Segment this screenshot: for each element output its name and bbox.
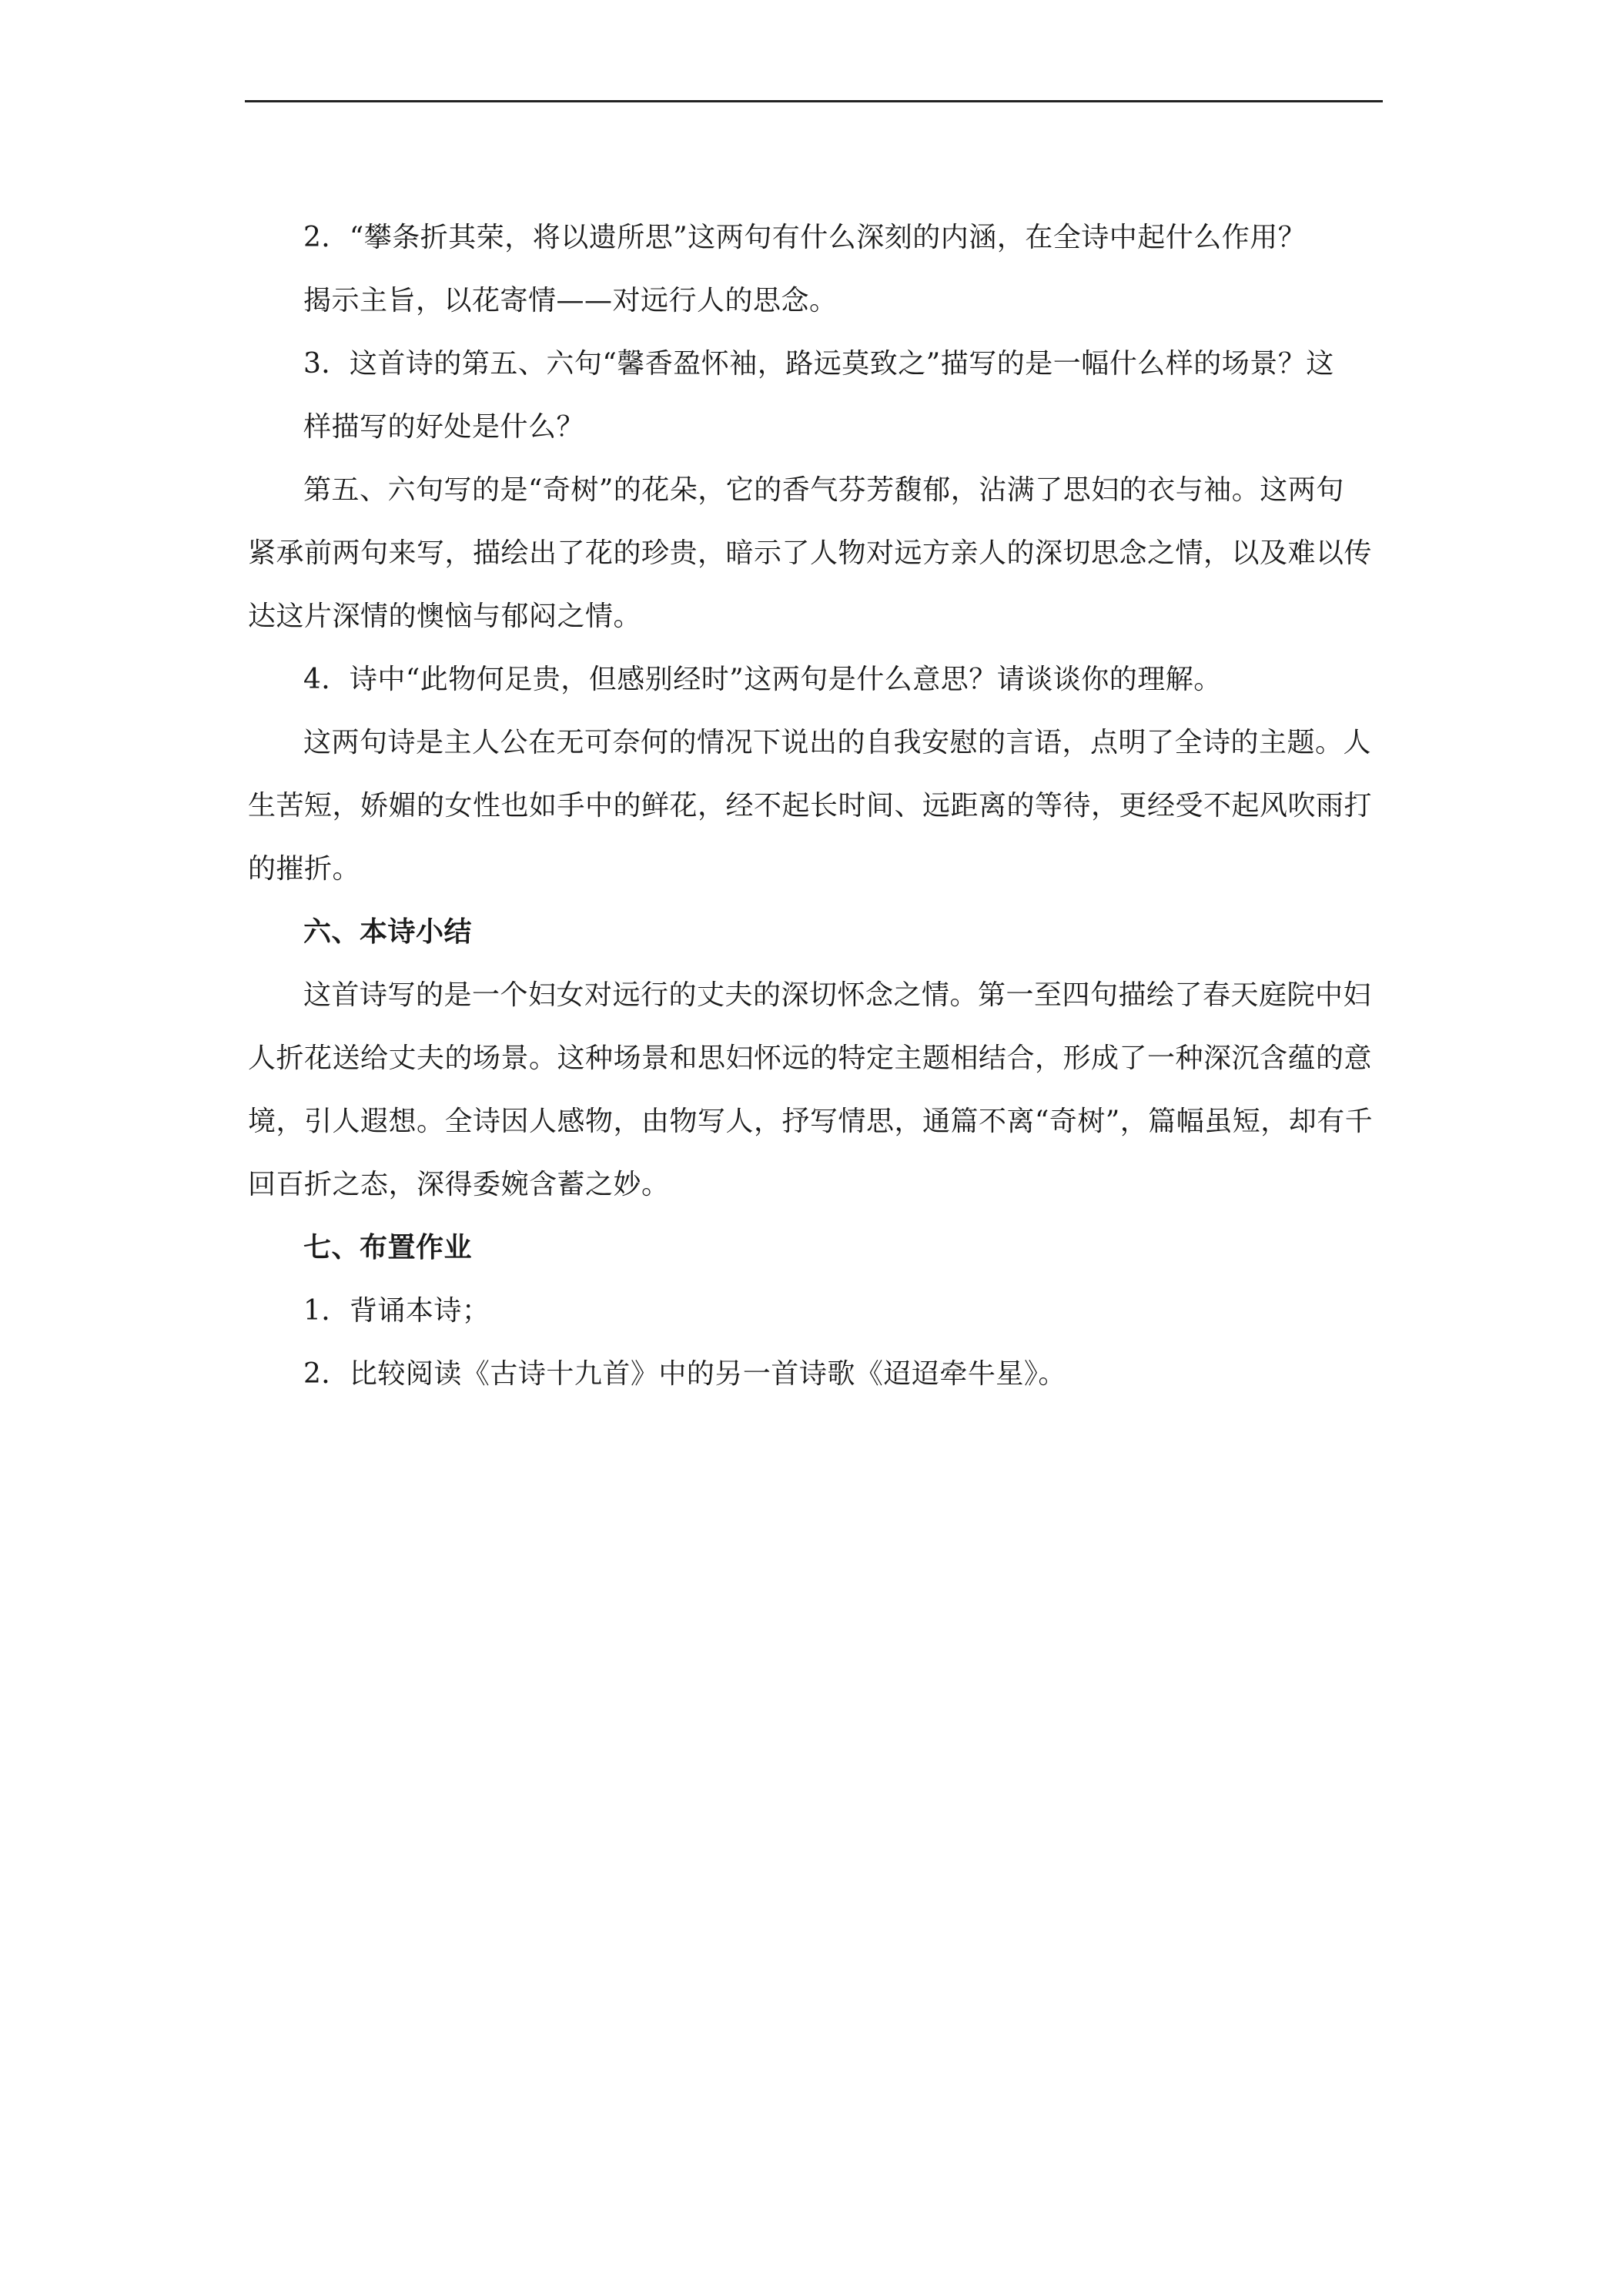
text-line: 样描写的好处是什么？ — [303, 411, 585, 443]
section-heading: 七、布置作业 — [303, 1232, 473, 1263]
text-line: 生苦短，娇媚的女性也如手中的鲜花，经不起长时间、远距离的等待，更经受不起风吹雨打 — [248, 790, 1373, 822]
text-line: 这首诗写的是一个妇女对远行的丈夫的深切怀念之情。第一至四句描绘了春天庭院中妇 — [303, 979, 1372, 1011]
header-rule — [245, 100, 1383, 102]
text-line: 揭示主旨，以花寄情——对远行人的思念。 — [303, 285, 838, 316]
text-line: 这两句诗是主人公在无可奈何的情况下说出的自我安慰的言语，点明了全诗的主题。人 — [303, 727, 1372, 758]
text-line: 境，引人遐想。全诗因人感物，由物写人，抒写情思，通篇不离“奇树”，篇幅虽短，却有千 — [248, 1106, 1374, 1137]
text-line: 1．背诵本诗； — [303, 1295, 490, 1327]
text-line: 第五、六句写的是“奇树”的花朵，它的香气芬芳馥郁，沾满了思妇的衣与袖。这两句 — [303, 474, 1344, 506]
text-line: 人折花送给丈夫的场景。这种场景和思妇怀远的特定主题相结合，形成了一种深沉含蕴的意 — [248, 1043, 1373, 1074]
text-line: 2．比较阅读《古诗十九首》中的另一首诗歌《迢迢牵牛星》。 — [303, 1358, 1066, 1390]
text-line: 紧承前两句来写，描绘出了花的珍贵，暗示了人物对远方亲人的深切思念之情，以及难以传 — [248, 537, 1373, 569]
text-line: 回百折之态，深得委婉含蓄之妙。 — [248, 1169, 670, 1200]
text-line: 的摧折。 — [248, 853, 361, 885]
text-line: 3．这首诗的第五、六句“馨香盈怀袖，路远莫致之”描写的是一幅什么样的场景？这 — [303, 348, 1334, 380]
text-line: 2．“攀条折其荣，将以遗所思”这两句有什么深刻的内涵，在全诗中起什么作用？ — [303, 222, 1307, 253]
text-line: 达这片深情的懊恼与郁闷之情。 — [248, 601, 642, 632]
document-body — [248, 206, 1383, 1406]
section-heading: 六、本诗小结 — [303, 916, 473, 948]
text-line: 4．诗中“此物何足贵，但感别经时”这两句是什么意思？请谈谈你的理解。 — [303, 664, 1222, 695]
